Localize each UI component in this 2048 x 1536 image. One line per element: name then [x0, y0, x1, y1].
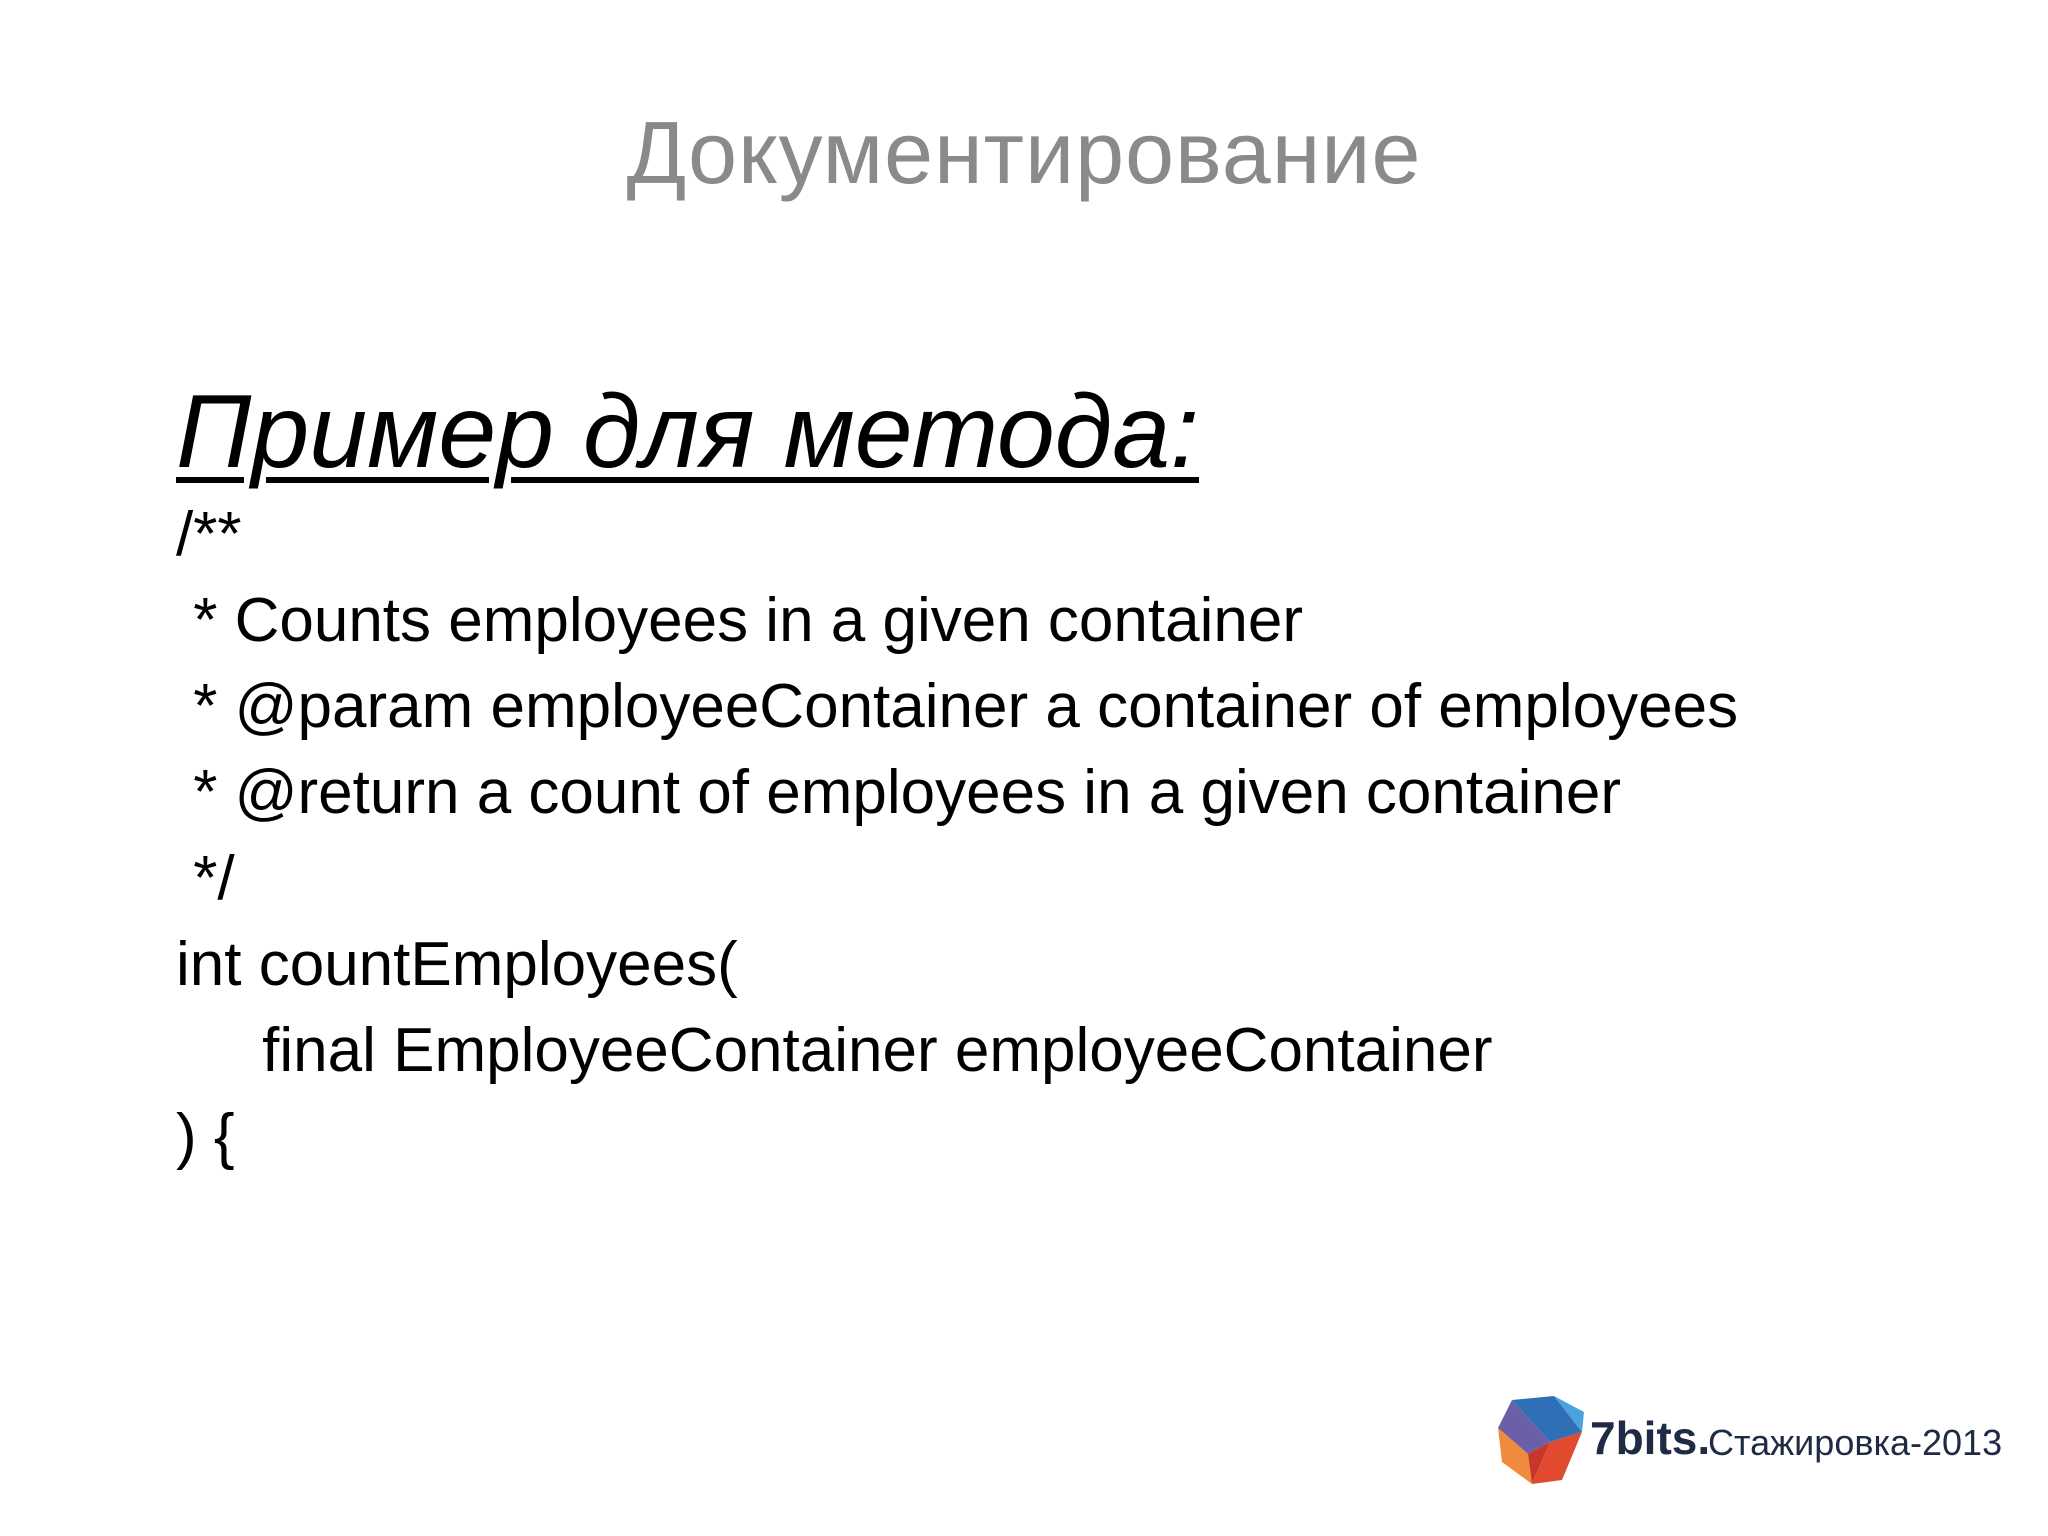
footer-logo	[1492, 1392, 2012, 1488]
code-line: /**	[176, 500, 242, 569]
code-line: */	[176, 844, 235, 913]
logo-brand: 7bits.	[1590, 1412, 1711, 1464]
7bits-logo-icon	[1492, 1392, 1588, 1488]
logo-subtitle: Стажировка-2013	[1708, 1422, 2003, 1463]
code-line: * Counts employees in a given container	[176, 586, 1303, 655]
code-line: int countEmployees(	[176, 930, 738, 999]
slide-content	[176, 372, 1976, 1180]
slide-title: Документирование	[626, 103, 1422, 202]
code-line: * @return a count of employees in a given container	[176, 758, 1621, 827]
code-line: final EmployeeContainer employeeContainer	[176, 1016, 1493, 1085]
section-heading: Пример для метода:	[176, 374, 1199, 490]
code-line: * @param employeeContainer a container of employees	[176, 672, 1739, 741]
code-line: ) {	[176, 1102, 235, 1171]
